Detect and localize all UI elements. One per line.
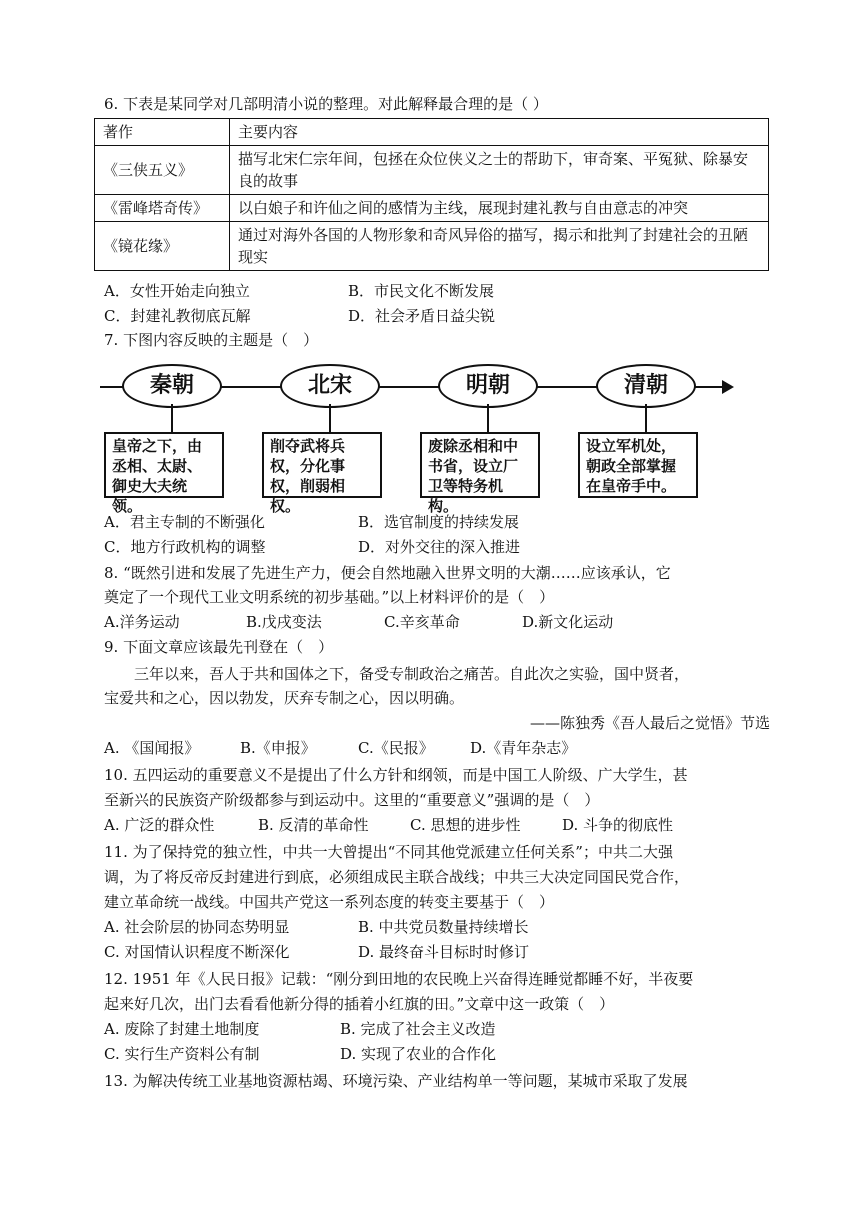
q11-option-b: B. 中共党员数量持续增长: [358, 918, 529, 936]
q12-option-d: D. 实现了农业的合作化: [340, 1045, 497, 1063]
connector-line: [645, 404, 647, 432]
connector-line: [171, 404, 173, 432]
q11-stem-line1: 11. 为了保持党的独立性，中共一大曾提出“不同其他党派建立任何关系”；中共二大强: [104, 843, 673, 861]
q12-stem-line1: 12. 1951 年《人民日报》记载：“刚分到田地的农民晚上兴奋得连睡觉都睡不好，半夜要: [104, 970, 694, 988]
q7-option-a: A．君主专制的不断强化: [104, 513, 265, 531]
q12-option-b: B. 完成了社会主义改造: [340, 1020, 496, 1038]
table-cell-title: 《雷峰塔奇传》: [95, 195, 230, 222]
q12-option-c: C. 实行生产资料公有制: [104, 1045, 260, 1063]
q10-stem-line2: 至新兴的民族资产阶级都参与到运动中。这里的“重要意义”强调的是（ ）: [104, 791, 600, 809]
q9-option-d: D.《青年杂志》: [470, 739, 577, 757]
q12-option-a: A. 废除了封建土地制度: [104, 1020, 260, 1038]
dynasty-box: 皇帝之下，由丞相、太尉、御史大夫统领。: [104, 432, 224, 498]
table-header-row: [95, 119, 769, 146]
connector-line: [329, 404, 331, 432]
dynasty-box: 设立军机处，朝政全部掌握在皇帝手中。: [578, 432, 698, 498]
table-header-cell: 著作: [95, 119, 230, 146]
q6-option-a: A．女性开始走向独立: [104, 282, 250, 300]
q10-option-a: A. 广泛的群众性: [104, 816, 215, 834]
q7-option-b: B．选官制度的持续发展: [358, 513, 520, 531]
table-cell-content: 描写北宋仁宗年间，包拯在众位侠义之士的帮助下，审奇案、平冤狱、除暴安良的故事: [230, 146, 769, 195]
dynasty-oval: 明朝: [438, 364, 538, 408]
q10-stem-line1: 10. 五四运动的重要意义不是提出了什么方针和纲领，而是中国工人阶级、广大学生，甚: [104, 766, 688, 784]
q10-option-b: B. 反清的革命性: [258, 816, 369, 834]
q6-stem: 6. 下表是某同学对几部明清小说的整理。对此解释最合理的是（ ）: [104, 95, 548, 113]
q10-option-c: C. 思想的进步性: [410, 816, 521, 834]
table-header-cell: 主要内容: [230, 119, 769, 146]
table-cell-title: 《镜花缘》: [95, 222, 230, 271]
q11-option-c: C. 对国情认识程度不断深化: [104, 943, 290, 961]
table-row: [95, 146, 769, 195]
q12-stem-line2: 起来好几次，出门去看看他新分得的插着小红旗的田。”文章中这一政策（ ）: [104, 995, 615, 1013]
q11-option-a: A. 社会阶层的协同态势明显: [104, 918, 290, 936]
q9-option-a: A. 《国闻报》: [104, 739, 200, 757]
q8-option-c: C.辛亥革命: [384, 613, 460, 631]
table-row: [95, 195, 769, 222]
table-cell-content: 以白娘子和许仙之间的感情为主线，展现封建礼教与自由意志的冲突: [230, 195, 769, 222]
q8-option-b: B.戊戌变法: [246, 613, 322, 631]
q9-quote-line2: 宝爱共和之心，因以勃发，厌弃专制之心，因以明确。: [104, 689, 465, 707]
dynasty-oval: 北宋: [280, 364, 380, 408]
q9-stem: 9. 下面文章应该最先刊登在（ ）: [104, 638, 334, 656]
q6-option-c: C．封建礼教彻底瓦解: [104, 307, 251, 325]
q6-option-d: D．社会矛盾日益尖锐: [348, 307, 496, 325]
q13-stem-line1: 13. 为解决传统工业基地资源枯竭、环境污染、产业结构单一等问题，某城市采取了发展: [104, 1072, 688, 1090]
q9-option-b: B.《申报》: [240, 739, 316, 757]
q7-stem: 7. 下图内容反映的主题是（ ）: [104, 331, 319, 349]
dynasty-box: 废除丞相和中书省，设立厂卫等特务机构。: [420, 432, 540, 498]
q11-option-d: D. 最终奋斗目标时时修订: [358, 943, 530, 961]
q9-option-c: C.《民报》: [358, 739, 434, 757]
q9-quote-line1: 三年以来，吾人于共和国体之下，备受专制政治之痛苦。自此次之实验，国中贤者，: [134, 665, 690, 683]
q7-timeline-diagram: [100, 362, 740, 515]
q8-stem-line1: 8. “既然引进和发展了先进生产力，便会自然地融入世界文明的大潮……应该承认，它: [104, 564, 671, 582]
q9-source: ——陈独秀《吾人最后之觉悟》节选: [529, 714, 770, 732]
q10-option-d: D. 斗争的彻底性: [562, 816, 674, 834]
q6-option-b: B．市民文化不断发展: [348, 282, 495, 300]
dynasty-oval: 秦朝: [122, 364, 222, 408]
q11-stem-line2: 调，为了将反帝反封建进行到底，必须组成民主联合战线；中共三大决定同国民党合作，: [104, 868, 690, 886]
q6-table: [94, 118, 769, 271]
q8-option-d: D.新文化运动: [522, 613, 614, 631]
q11-stem-line3: 建立革命统一战线。中国共产党这一系列态度的转变主要基于（ ）: [104, 893, 555, 911]
connector-line: [487, 404, 489, 432]
dynasty-oval: 清朝: [596, 364, 696, 408]
q7-option-c: C．地方行政机构的调整: [104, 538, 266, 556]
timeline-arrow-icon: [722, 380, 734, 394]
q7-option-d: D．对外交往的深入推进: [358, 538, 521, 556]
table-cell-title: 《三侠五义》: [95, 146, 230, 195]
table-cell-content: 通过对海外各国的人物形象和奇风异俗的描写，揭示和批判了封建社会的丑陋现实: [230, 222, 769, 271]
q8-option-a: A.洋务运动: [104, 613, 180, 631]
table-row: [95, 222, 769, 271]
q8-stem-line2: 奠定了一个现代工业文明系统的初步基础。”以上材料评价的是（ ）: [104, 588, 555, 606]
dynasty-box: 削夺武将兵权，分化事权，削弱相权。: [262, 432, 382, 498]
